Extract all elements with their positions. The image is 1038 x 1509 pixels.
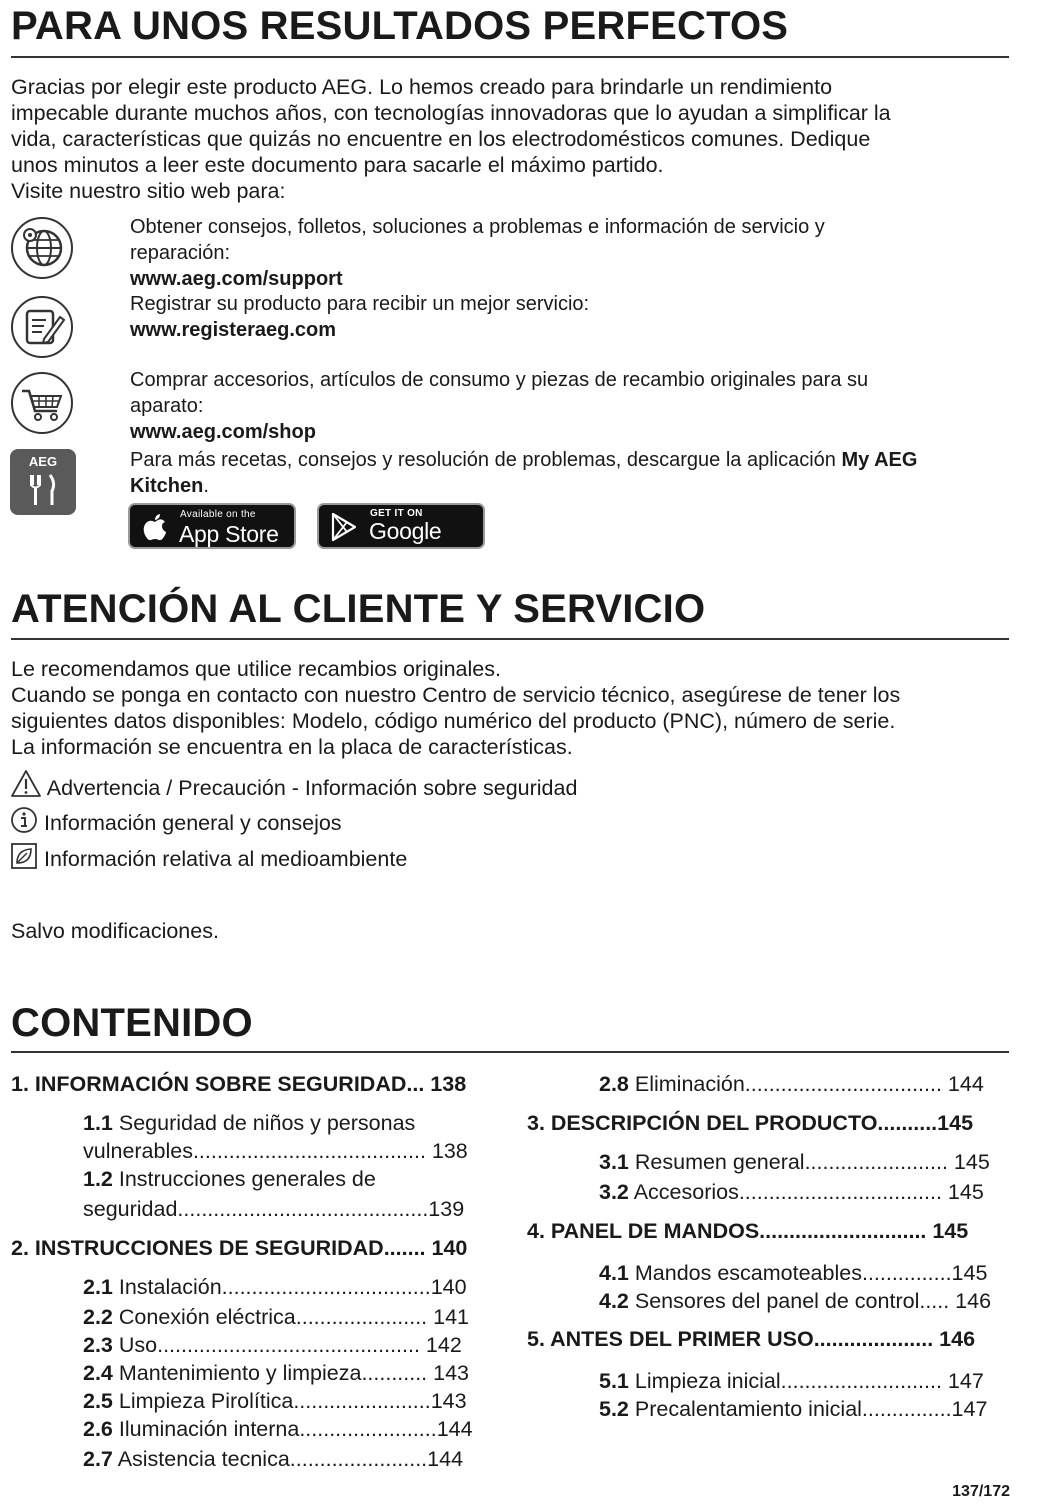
toc-num: 5.1	[599, 1369, 629, 1393]
service-line: La información se encuentra en la placa de características.	[11, 735, 573, 759]
intro-line: Gracias por elegir este producto AEG. Lo hemos creado para brindarle un rendimiento	[11, 75, 833, 99]
toc-entry-2-5[interactable]	[83, 1388, 467, 1414]
title-rule	[11, 1051, 1009, 1053]
toc-text: Instrucciones generales de	[118, 1167, 376, 1191]
toc-entry-2-1[interactable]	[83, 1274, 467, 1300]
toc-entry-4-2[interactable]	[599, 1288, 991, 1314]
globe-icon	[10, 216, 74, 280]
play-icon	[330, 512, 358, 542]
toc-text: Resumen general........................ 145	[634, 1150, 990, 1174]
toc-num: 4.1	[599, 1261, 629, 1285]
toc-num: 1.2	[83, 1167, 113, 1191]
fork-knife-icon	[28, 473, 58, 507]
toc-entry-1-2[interactable]	[83, 1166, 376, 1192]
leaf-icon	[10, 842, 38, 870]
toc-text: Eliminación................................. 144	[634, 1072, 984, 1096]
apple-icon	[142, 512, 168, 542]
contents-title: CONTENIDO	[11, 1001, 253, 1045]
toc-num: 1.1	[83, 1111, 113, 1135]
toc-text: Uso............................................ 142	[118, 1333, 462, 1357]
toc-num: 2.8	[599, 1072, 629, 1096]
legend-text: Información relativa al medioambiente	[43, 847, 408, 871]
toc-num: 2.4	[83, 1361, 113, 1385]
service-line: Cuando se ponga en contacto con nuestro Centro de servicio técnico, asegúrese de tener los	[11, 683, 901, 707]
toc-text: Sensores del panel de control..... 146	[634, 1289, 992, 1313]
toc-entry-3-2[interactable]	[599, 1179, 984, 1205]
app-store-text: App Store	[179, 521, 279, 547]
toc-section-3[interactable]: 3. DESCRIPCIÓN DEL PRODUCTO..........145	[527, 1111, 974, 1135]
title-rule	[11, 638, 1009, 640]
intro-line: unos minutos a leer este documento para sacarle el máximo partido.	[11, 153, 664, 177]
modification-note	[11, 918, 1021, 944]
legend-warning	[10, 769, 577, 801]
toc-text: Limpieza Pirolítica.......................143	[118, 1389, 467, 1413]
toc-text: Instalación...................................140	[118, 1275, 467, 1299]
aeg-app-label: AEG	[28, 454, 58, 469]
toc-text: Iluminación interna.......................144	[118, 1417, 473, 1441]
shop-link[interactable]: www.aeg.com/shop	[130, 421, 316, 443]
shop-item	[130, 367, 1020, 445]
toc-entry-2-8[interactable]	[599, 1071, 984, 1097]
toc-text: Limpieza inicial........................... 147	[634, 1369, 984, 1393]
title-rule	[11, 56, 1009, 58]
toc-entry-5-1[interactable]	[599, 1368, 984, 1394]
toc-entry-1-1-cont[interactable]: vulnerables....................................... 138	[83, 1139, 468, 1163]
shop-text: aparato:	[130, 395, 204, 417]
intro-title: PARA UNOS RESULTADOS PERFECTOS	[11, 4, 789, 48]
toc-num: 2.1	[83, 1275, 113, 1299]
support-text: reparación:	[130, 242, 231, 264]
service-line: Le recomendamos que utilice recambios originales.	[11, 657, 501, 681]
app-item	[130, 447, 1020, 499]
toc-entry-4-1[interactable]	[599, 1260, 987, 1286]
register-text: Registrar su producto para recibir un mejor servicio:	[130, 293, 590, 315]
intro-paragraph	[11, 74, 1021, 204]
toc-num: 2.7	[83, 1447, 113, 1471]
aeg-kitchen-app-icon	[10, 449, 76, 515]
info-icon	[10, 806, 38, 834]
legend-text: Advertencia / Precaución - Información sobre seguridad	[46, 776, 578, 800]
support-text: Obtener consejos, folletos, soluciones a problemas e información de servicio y	[130, 216, 825, 238]
toc-entry-5-2[interactable]	[599, 1396, 987, 1422]
intro-line: impecable durante muchos años, con tecnologías innovadoras que lo ayudan a simplificar la	[11, 101, 891, 125]
note-text: Salvo modificaciones.	[11, 919, 219, 943]
toc-section-2[interactable]: 2. INSTRUCCIONES DE SEGURIDAD....... 140	[11, 1236, 468, 1260]
google-small-text: GET IT ON	[370, 508, 423, 519]
toc-entry-2-6[interactable]	[83, 1416, 473, 1442]
toc-text: Mantenimiento y limpieza........... 143	[118, 1361, 470, 1385]
toc-num: 3.1	[599, 1150, 629, 1174]
toc-num: 4.2	[599, 1289, 629, 1313]
service-line: siguientes datos disponibles: Modelo, código numérico del producto (PNC), número de serie.	[11, 709, 896, 733]
app-suffix: .	[203, 475, 209, 497]
intro-line: vida, características que quizás no encuentre en los electrodomésticos comunes. Dedique	[11, 127, 871, 151]
register-link[interactable]: www.registeraeg.com	[130, 319, 336, 341]
toc-text: Mandos escamoteables...............145	[634, 1261, 988, 1285]
shop-text: Comprar accesorios, artículos de consumo y piezas de recambio originales para su	[130, 369, 869, 391]
legend-environment	[10, 842, 407, 872]
toc-entry-2-2[interactable]	[83, 1304, 469, 1330]
app-name: Kitchen	[130, 475, 204, 497]
register-icon	[10, 295, 74, 359]
support-link[interactable]: www.aeg.com/support	[130, 268, 343, 290]
toc-entry-2-4[interactable]	[83, 1360, 469, 1386]
toc-entry-2-7[interactable]	[83, 1446, 463, 1472]
toc-text: Conexión eléctrica...................... 141	[118, 1305, 470, 1329]
toc-num: 2.2	[83, 1305, 113, 1329]
intro-line: Visite nuestro sitio web para:	[11, 179, 286, 203]
toc-text: Precalentamiento inicial...............147	[634, 1397, 988, 1421]
toc-num: 2.3	[83, 1333, 113, 1357]
toc-num: 2.6	[83, 1417, 113, 1441]
app-store-small-text: Available on the	[180, 509, 256, 520]
toc-section-5[interactable]: 5. ANTES DEL PRIMER USO.................... 146	[527, 1327, 976, 1351]
toc-text: Accesorios.................................. 145	[633, 1180, 984, 1204]
service-title: ATENCIÓN AL CLIENTE Y SERVICIO	[11, 587, 706, 631]
register-item	[130, 291, 1020, 343]
toc-section-4[interactable]: 4. PANEL DE MANDOS............................ 145	[527, 1219, 969, 1243]
support-item	[130, 214, 1020, 292]
toc-entry-1-2-cont[interactable]: seguridad..........................................139	[83, 1197, 465, 1221]
legend-info	[10, 806, 342, 836]
page-number: 137/172	[952, 1483, 1010, 1500]
toc-text: Asistencia tecnica.......................144	[117, 1447, 464, 1471]
app-text: Para más recetas, consejos y resolución de problemas, descargue la aplicación	[130, 449, 836, 471]
toc-num: 5.2	[599, 1397, 629, 1421]
app-name: My AEG	[841, 449, 918, 471]
app-store-badge[interactable]	[128, 503, 296, 549]
legend-text: Información general y consejos	[43, 811, 342, 835]
toc-entry-2-3[interactable]	[83, 1332, 462, 1358]
warning-icon	[10, 769, 42, 799]
toc-section-1[interactable]: 1. INFORMACIÓN SOBRE SEGURIDAD... 138	[11, 1072, 467, 1096]
google-play-text: Google Play	[369, 518, 442, 571]
toc-entry-1-1[interactable]	[83, 1110, 415, 1136]
service-paragraph	[11, 656, 1021, 760]
toc-text: Seguridad de niños y personas	[118, 1111, 416, 1135]
toc-num: 2.5	[83, 1389, 113, 1413]
cart-icon	[10, 371, 74, 435]
toc-num: 3.2	[599, 1180, 629, 1204]
google-play-badge[interactable]	[317, 503, 485, 571]
toc-entry-3-1[interactable]	[599, 1149, 990, 1175]
